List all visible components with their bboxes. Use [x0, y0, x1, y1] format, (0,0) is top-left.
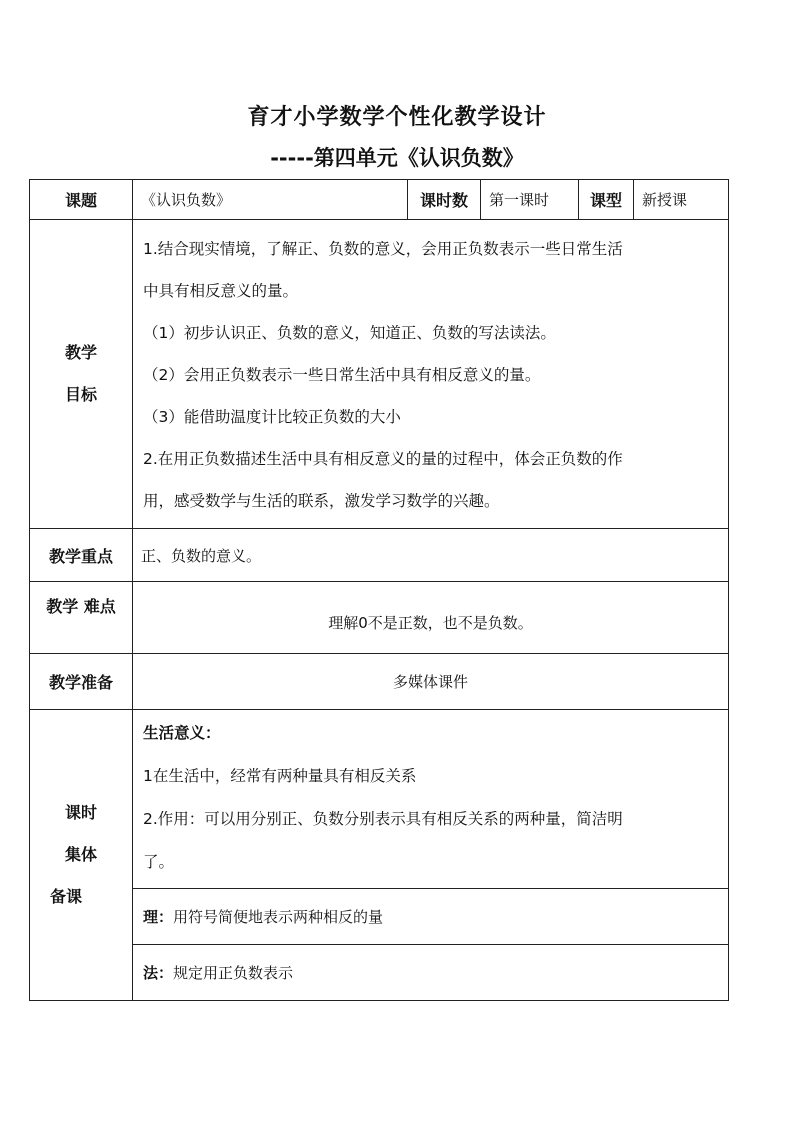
key-point-row	[30, 529, 729, 582]
preparation-label: 教学准备	[30, 654, 133, 710]
topic-row	[30, 180, 729, 220]
collective-label	[30, 710, 133, 1001]
objective-line: 中具有相反意义的量。	[143, 282, 299, 300]
reason-text: 用符号简便地表示两种相反的量	[173, 908, 384, 926]
objective-line: （2）会用正负数表示一些日常生活中具有相反意义的量。	[143, 366, 541, 384]
objective-line: 用，感受数学与生活的联系，激发学习数学的兴趣。	[143, 492, 500, 510]
life-meaning-line: 2.作用：可以用分别正、负数分别表示具有相反关系的两种量，简洁明	[143, 810, 623, 828]
objectives-row	[30, 220, 729, 529]
key-point-value: 正、负数的意义。	[133, 529, 729, 582]
difficulty-label: 教学 难点	[30, 582, 133, 654]
method-row	[30, 945, 729, 1001]
hours-label: 课时数	[408, 180, 481, 220]
life-meaning-line: 了。	[143, 853, 175, 871]
difficulty-value: 理解0不是正数，也不是负数。	[133, 582, 729, 654]
collective-label-line1: 课时	[64, 803, 97, 822]
document-title: 育才小学数学个性化教学设计	[247, 105, 547, 130]
objective-line: 1.结合现实情境，了解正、负数的意义，会用正负数表示一些日常生活	[143, 240, 623, 258]
method-text: 规定用正负数表示	[173, 964, 294, 982]
reason-heading: 理：	[143, 908, 174, 926]
life-meaning-heading: 生活意义：	[143, 724, 221, 742]
collective-label-line3: 备课	[50, 887, 83, 906]
objectives-label-line2: 目标	[64, 385, 97, 404]
method-cell	[133, 945, 729, 1001]
objectives-label	[30, 220, 133, 529]
objective-line: （1）初步认识正、负数的意义，知道正、负数的写法读法。	[143, 324, 556, 342]
objectives-label-line1: 教学	[64, 343, 97, 362]
topic-label: 课题	[30, 180, 133, 220]
key-point-label: 教学重点	[30, 529, 133, 582]
reason-row	[30, 889, 729, 945]
hours-value: 第一课时	[481, 180, 579, 220]
type-value: 新授课	[634, 180, 729, 220]
type-label: 课型	[579, 180, 634, 220]
preparation-value: 多媒体课件	[133, 654, 729, 710]
reason-cell	[133, 889, 729, 945]
objective-line: 2.在用正负数描述生活中具有相反意义的量的过程中，体会正负数的作	[143, 450, 623, 468]
objective-line: （3）能借助温度计比较正负数的大小	[143, 408, 401, 426]
collective-label-line2: 集体	[64, 845, 97, 864]
collective-row	[30, 710, 729, 889]
preparation-row	[30, 654, 729, 710]
document-subtitle: -----第四单元《认识负数》	[270, 146, 524, 170]
life-meaning-line: 1在生活中，经常有两种量具有相反关系	[143, 767, 417, 785]
method-heading: 法：	[143, 964, 174, 982]
life-meaning-cell	[133, 710, 729, 889]
topic-value: 《认识负数》	[133, 180, 408, 220]
difficulty-row	[30, 582, 729, 654]
lesson-plan-table	[29, 179, 729, 1001]
objectives-content	[133, 220, 729, 529]
